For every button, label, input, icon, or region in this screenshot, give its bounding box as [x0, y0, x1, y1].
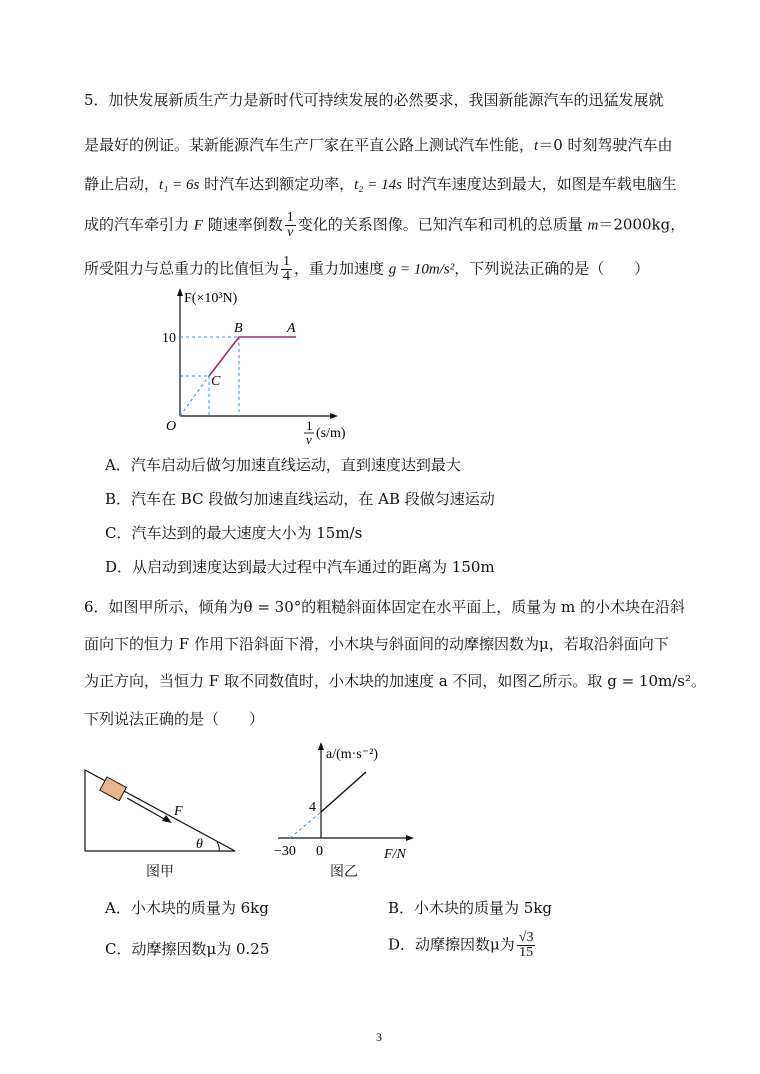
q5-line-1: 5．加快发展新质生产力是新时代可持续发展的必然要求，我国新能源汽车的迅猛发展就	[84, 91, 664, 109]
q5-line-2c: ＝0 时刻驾驶汽车由	[538, 136, 673, 154]
page-number: 3	[376, 1030, 382, 1044]
q5-line-5c: ，下列说法正确的是（ ）	[454, 259, 650, 278]
q5-option-d: D．从启动到速度达到最大过程中汽车通过的距离为 150m	[105, 558, 495, 576]
q6-option-c: C．动摩擦因数μ为 0.25	[105, 940, 270, 958]
q5-line-5a: 所受阻力与总重力的比值恒为	[84, 259, 280, 278]
q6-y-arrow	[318, 742, 324, 750]
q6-line-4: 下列说法正确的是（ ）	[84, 710, 265, 728]
q5-line-4c: 变化的关系图像。已知汽车和司机的总质量	[297, 215, 588, 234]
angle-label: θ	[196, 837, 203, 852]
q6-x-arrow	[406, 835, 414, 841]
q5-dash-origin-c	[180, 376, 209, 416]
q5-line-2	[84, 135, 673, 156]
q5-g: g = 10m/s²	[388, 261, 455, 278]
q5-t1: t₁ = 6s	[159, 177, 200, 193]
q6-option-d-prefix: D．动摩擦因数μ为	[388, 935, 515, 954]
frac-num: 1	[286, 210, 294, 225]
q6-option-b: B．小木块的质量为 5kg	[388, 899, 553, 917]
q6-option-d-fraction	[517, 931, 536, 960]
q5-x-axis-label: (s/m)	[316, 426, 346, 441]
q6-y-axis-label: a/(m·s⁻²)	[326, 747, 379, 762]
frac-den: 15	[519, 945, 534, 960]
q6-x-axis-label: F/N	[384, 847, 406, 862]
q5-point-c: C	[211, 374, 221, 389]
force-label: F	[174, 804, 183, 819]
q6-y-tick: 4	[309, 800, 316, 815]
q5-frac-1-over-v	[285, 211, 296, 240]
q5-y-tick: 10	[162, 331, 176, 346]
q5-x-frac-num: 1	[306, 418, 313, 433]
q5-line-3b: 时汽车达到额定功率，	[199, 175, 355, 193]
q6-line-1: 6．如图甲所示，倾角为θ = 30°的粗糙斜面体固定在水平面上，质量为 m 的小木块在沿斜	[84, 598, 686, 616]
q5-line-4a: 成的汽车牵引力	[84, 215, 194, 234]
q5-F: F	[193, 217, 203, 234]
q6-graph-line	[321, 772, 366, 812]
force-arrow-line	[127, 798, 166, 820]
frac-num: √3	[518, 930, 534, 945]
q5-y-axis-label: F(×10³N)	[184, 291, 238, 306]
q5-y-arrow	[177, 288, 183, 296]
q6-option-d	[388, 931, 537, 960]
q5-m: m	[587, 217, 599, 234]
q5-point-b: B	[234, 321, 243, 336]
frac-num: 1	[283, 254, 291, 269]
q5-line-4	[84, 211, 685, 240]
q6-fig-b-caption: 图乙	[330, 864, 358, 880]
q5-option-a: A．汽车启动后做匀加速直线运动，直到速度达到最大	[105, 456, 461, 474]
q5-x-frac-den: v	[306, 432, 312, 446]
q5-line-4d: ＝2000kg，	[598, 215, 686, 234]
q6-fig-a-caption: 图甲	[146, 864, 174, 880]
frac-den: v	[287, 225, 294, 240]
q6-line-2: 面向下的恒力 F 作用下沿斜面下滑，小木块与斜面间的动摩擦因数为μ，若取沿斜面向下	[84, 635, 669, 653]
q6-incline-figure	[80, 765, 250, 860]
q5-line-5	[84, 255, 649, 284]
q5-force-graph	[150, 286, 370, 446]
q5-t2: t₂ = 14s	[354, 177, 402, 193]
q5-x-arrow	[330, 413, 338, 419]
q5-line-3a: 静止启动，	[84, 175, 160, 193]
q5-option-b: B．汽车在 BC 段做匀加速直线运动，在 AB 段做匀速运动	[105, 490, 495, 508]
q5-line-4b: 随速率倒数	[202, 215, 283, 234]
q5-frac-1-over-4	[281, 255, 292, 284]
q6-x-tick-neg: −30	[274, 844, 296, 859]
q5-graph-line	[209, 337, 296, 376]
q6-line-3: 为正方向，当恒力 F 取不同数值时，小木块的加速度 a 不同，如图乙所示。取 g = 10m/s²。	[84, 672, 706, 690]
frac-den: 4	[283, 269, 291, 284]
q6-accel-graph	[270, 740, 430, 865]
q5-line-2a: 是最好的例证。某新能源汽车生产厂家在平直公路上测试汽车性能，	[84, 136, 535, 154]
q5-option-c: C．汽车达到的最大速度大小为 15m/s	[105, 524, 363, 542]
q5-point-a: A	[287, 321, 296, 336]
q6-dash-extension	[290, 812, 321, 838]
q5-line-3c: 时汽车速度达到最大，如图是车载电脑生	[401, 175, 677, 193]
q5-line-5b: ，重力加速度	[294, 259, 389, 278]
angle-arc	[217, 842, 219, 851]
q5-line-3	[84, 174, 677, 195]
q5-origin-label: O	[166, 419, 177, 434]
q6-x-tick-zero: 0	[316, 844, 323, 859]
q6-option-a: A．小木块的质量为 6kg	[105, 899, 269, 917]
q5-t: t	[534, 138, 539, 154]
